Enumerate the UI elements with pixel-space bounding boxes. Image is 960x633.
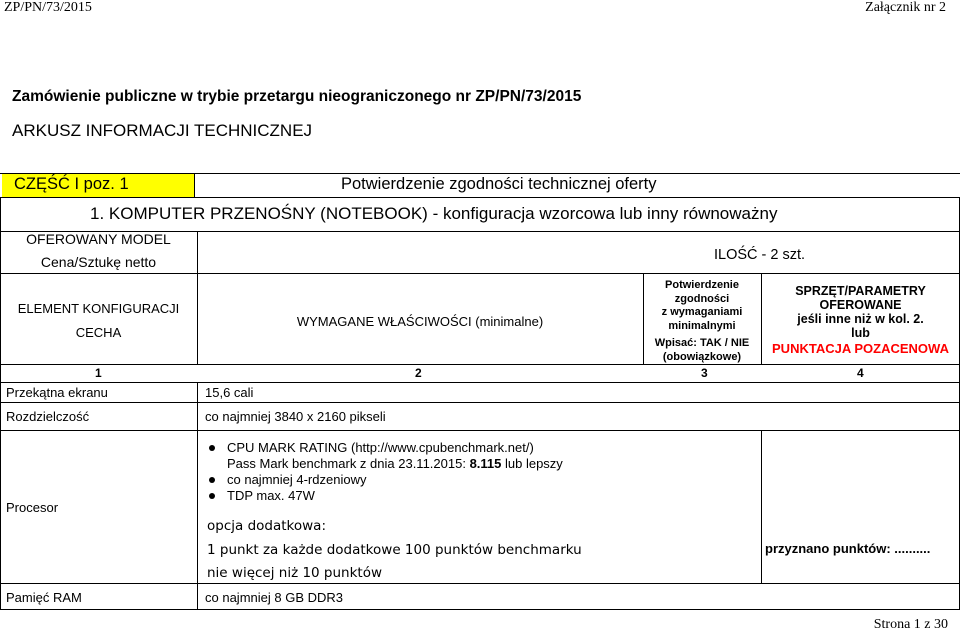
page-number: Strona 1 z 30 [873,617,948,632]
bullet-icon [209,477,215,483]
document-reference: ZP/PN/73/2015 [4,0,92,15]
part-label: CZĘŚĆ I poz. 1 [14,175,129,193]
attachment-number: Załącznik nr 2 [865,0,946,15]
list-item: co najmniej 4-rdzeniowy [227,472,563,488]
row-value-screen: 15,6 cali [205,385,254,400]
part-highlight [2,173,194,197]
list-item: CPU MARK RATING (http://www.cpubenchmark.net/) [227,440,563,456]
quantity-label: ILOŚĆ - 2 szt. [714,247,806,263]
feature-label: CECHA [75,325,122,340]
row-label-screen: Przekątna ekranu [6,385,108,400]
compliance-header: Potwierdzenie zgodności z wymaganiami minimalnymi Wpisać: TAK / NIE (obowiązkowe) [654,279,750,363]
list-item: Pass Mark benchmark z dnia 23.11.2015: 8.115 lub lepszy [227,456,563,471]
row-label-resolution: Rozdzielczość [6,409,90,424]
sheet-title: ARKUSZ INFORMACJI TECHNICZNEJ [12,121,313,140]
offered-model-label: OFEROWANY MODEL [26,231,171,247]
config-element-label: ELEMENT KONFIGURACJI [17,301,180,316]
points-awarded-label: przyznano punktów: .......... [765,541,931,556]
bullet-icon [209,493,215,499]
list-item: TDP max. 47W [227,488,563,504]
row-value-ram: co najmniej 8 GB DDR3 [205,590,343,605]
offered-parameters-header: SPRZĘT/PARAMETRY OFEROWANE jeśli inne niż w kol. 2. lub PUNKTACJA POZACENOWA [761,284,960,356]
column-number-3: 3 [701,366,708,380]
confirmation-label: Potwierdzenie zgodności technicznej oferty [341,175,657,193]
unit-price-label: Cena/Sztukę netto [40,254,157,270]
optional-title: opcja dodatkowa: [207,518,326,534]
scoring-label: PUNKTACJA POZACENOWA [772,341,949,356]
column-number-1: 1 [95,366,102,380]
part-band [0,173,960,197]
procurement-title: Zamówienie publiczne w trybie przetargu nieograniczonego nr ZP/PN/73/2015 [12,88,582,105]
column-number-2: 2 [415,366,422,380]
row-value-resolution: co najmniej 3840 x 2160 pikseli [205,409,386,424]
required-properties-header: WYMAGANE WŁAŚCIWOŚCI (minimalne) [296,314,544,329]
optional-rule-line2: nie więcej niż 10 punktów [207,565,383,581]
item-heading: 1. KOMPUTER PRZENOŚNY (NOTEBOOK) - konfiguracja wzorcowa lub inny równoważny [90,204,778,223]
processor-requirements [205,440,563,504]
optional-rule-line1: 1 punkt za każde dodatkowe 100 punktów benchmarku [207,542,582,558]
column-number-4: 4 [857,366,864,380]
bullet-icon [209,445,215,451]
row-label-ram: Pamięć RAM [6,590,82,605]
row-label-processor: Procesor [6,500,59,515]
